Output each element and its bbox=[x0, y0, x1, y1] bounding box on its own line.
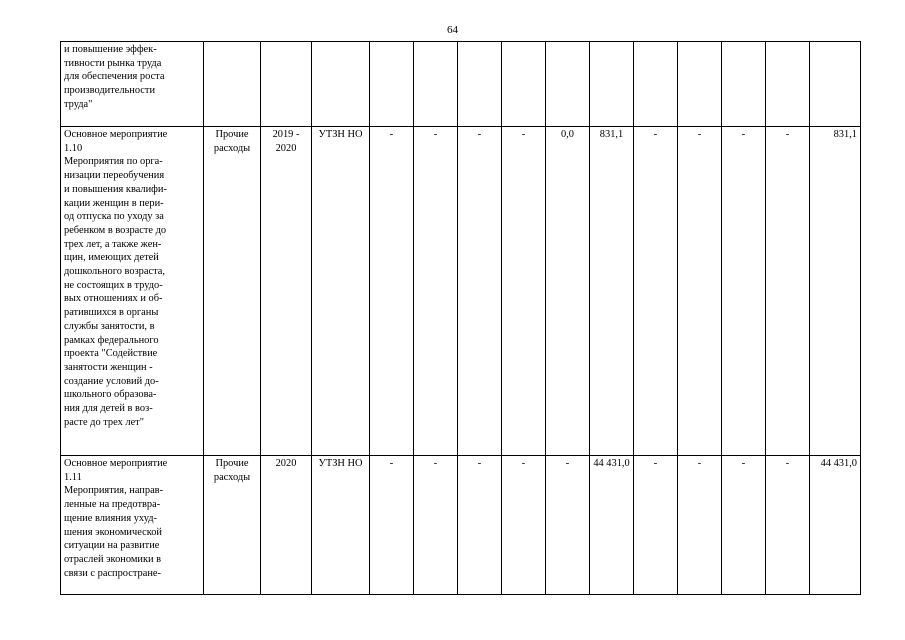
activity-type: Основное мероприятие bbox=[64, 129, 168, 140]
value-cell: - bbox=[458, 456, 502, 595]
value-cell: - bbox=[634, 127, 678, 456]
activity-description: Мероприятия, направ- ленные на предотвра- щение влияния ухуд- шения экономической ситуации на развитие отраслей экономики в связи с распростране- bbox=[64, 485, 164, 579]
value-cell bbox=[458, 42, 502, 127]
value-cell: - bbox=[678, 456, 722, 595]
period-cell bbox=[261, 42, 312, 127]
value-cell bbox=[590, 42, 634, 127]
activity-description: и повышение эффек- тивности рынка труда для обеспечения роста производительности труда" bbox=[64, 44, 165, 110]
value-cell: 831,1 bbox=[590, 127, 634, 456]
total-cell: 831,1 bbox=[810, 127, 861, 456]
table-row bbox=[61, 127, 861, 456]
total-cell bbox=[810, 42, 861, 127]
funding-source-cell: Прочие расходы bbox=[204, 456, 261, 595]
value-cell: - bbox=[678, 127, 722, 456]
value-cell: - bbox=[502, 127, 546, 456]
value-cell: - bbox=[722, 127, 766, 456]
value-cell bbox=[722, 42, 766, 127]
activity-type: Основное мероприятие bbox=[64, 458, 168, 469]
value-cell: - bbox=[370, 127, 414, 456]
value-cell bbox=[502, 42, 546, 127]
executor-cell: УТЗН НО bbox=[312, 456, 370, 595]
table-row bbox=[61, 456, 861, 595]
value-cell bbox=[546, 42, 590, 127]
period-cell: 2019 - 2020 bbox=[261, 127, 312, 456]
value-cell: - bbox=[458, 127, 502, 456]
value-cell bbox=[634, 42, 678, 127]
executor-cell bbox=[312, 42, 370, 127]
activity-name-cell bbox=[61, 42, 204, 127]
activity-name-cell bbox=[61, 127, 204, 456]
funding-source-cell bbox=[204, 42, 261, 127]
activity-description: Мероприятия по орга- низации переобучения и повышения квалифи- кации женщин в пери- од отпуска по уходу за ребенком в возрасте до трех лет, а также жен- щин, имеющих детей дошкольного возраста, не состоящих в трудо- вых отношениях и об- ратившихся в органы службы занятости, в рамках федерального проекта "Содействие занятости женщин - создание условий до- школьного образова- ния для детей в воз- расте до трех лет" bbox=[64, 156, 167, 428]
total-cell: 44 431,0 bbox=[810, 456, 861, 595]
value-cell: - bbox=[634, 456, 678, 595]
value-cell: 0,0 bbox=[546, 127, 590, 456]
value-cell: - bbox=[766, 456, 810, 595]
value-cell: 44 431,0 bbox=[590, 456, 634, 595]
value-cell bbox=[766, 42, 810, 127]
funding-source-cell: Прочие расходы bbox=[204, 127, 261, 456]
table-row bbox=[61, 42, 861, 127]
activity-number: 1.10 bbox=[64, 142, 83, 154]
budget-table bbox=[60, 41, 861, 595]
value-cell: - bbox=[414, 127, 458, 456]
value-cell: - bbox=[370, 456, 414, 595]
value-cell: - bbox=[502, 456, 546, 595]
activity-name-cell bbox=[61, 456, 204, 595]
value-cell: - bbox=[414, 456, 458, 595]
value-cell bbox=[678, 42, 722, 127]
executor-cell: УТЗН НО bbox=[312, 127, 370, 456]
activity-number: 1.11 bbox=[64, 471, 82, 483]
value-cell bbox=[414, 42, 458, 127]
value-cell bbox=[370, 42, 414, 127]
value-cell: - bbox=[546, 456, 590, 595]
value-cell: - bbox=[722, 456, 766, 595]
page-number: 64 bbox=[447, 24, 458, 36]
value-cell: - bbox=[766, 127, 810, 456]
period-cell: 2020 bbox=[261, 456, 312, 595]
